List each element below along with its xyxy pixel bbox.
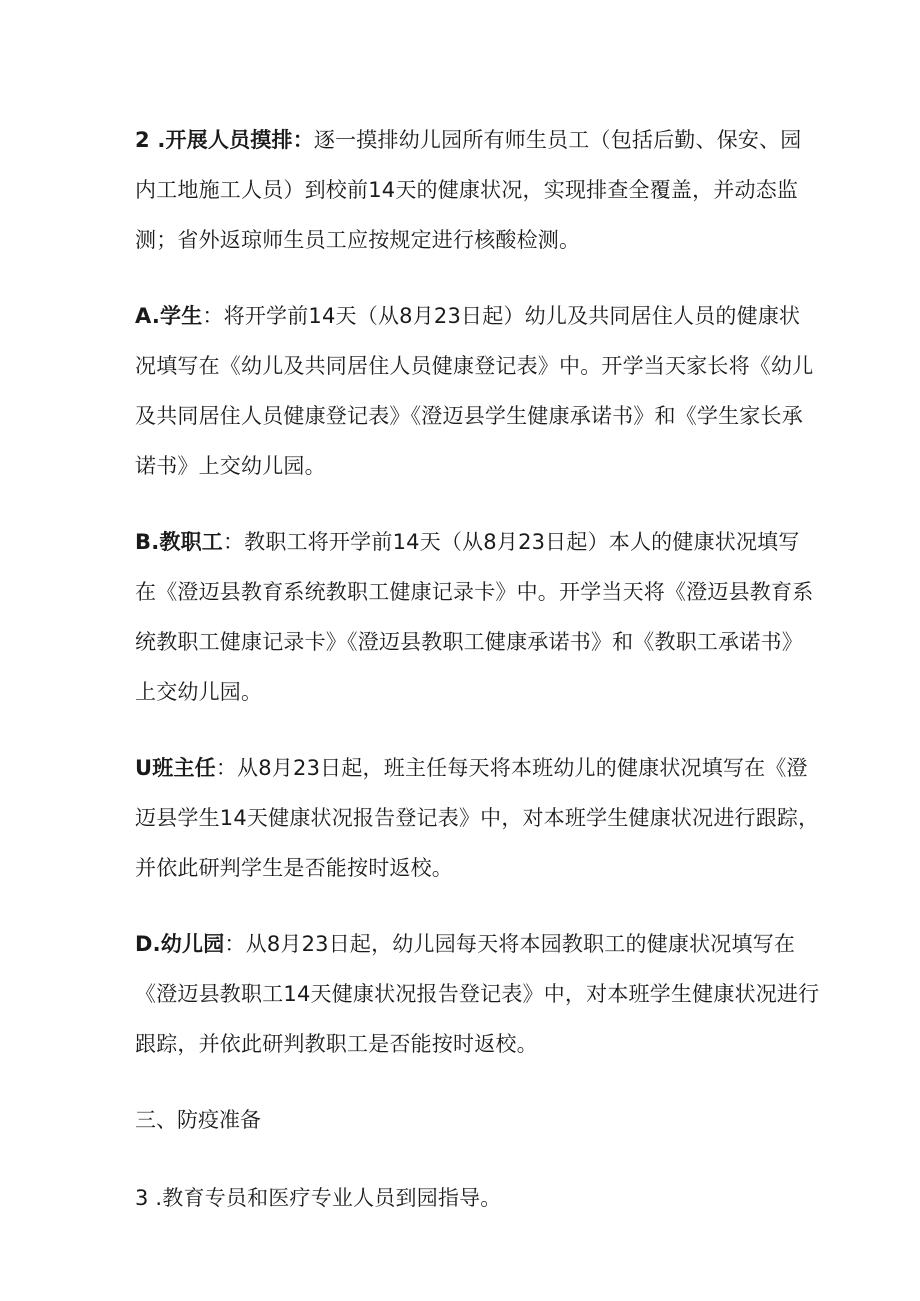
paragraph-body: 逐一摸排幼儿园所有师生员工（包括后勤、保安、园内工地施工人员）到校前14天的健康状况，实现排查全覆盖，并动态监测；省外返琼师生员工应按规定进行核酸检测。 — [135, 128, 802, 252]
paragraph-lead: D.幼儿园 — [135, 932, 225, 956]
paragraph-students — [135, 291, 820, 491]
paragraph-kindergarten — [135, 919, 820, 1069]
paragraph-body: ：从8月23日起，班主任每天将本班幼儿的健康状况填写在《澄迈县学生14天健康状况报告登记表》中，对本班学生健康状况进行跟踪，并依此研判学生是否能按时返校。 — [135, 756, 820, 880]
paragraph-guidance: 3 .教育专员和医疗专业人员到园指导。 — [135, 1186, 502, 1210]
paragraph-lead: U班主任 — [135, 756, 216, 780]
paragraph-lead: 2 .开展人员摸排： — [135, 128, 314, 152]
paragraph-lead: B.教职工 — [135, 530, 223, 554]
paragraph-lead: A.学生 — [135, 304, 203, 328]
section-heading-prevention: 三、防疫准备 — [135, 1108, 261, 1132]
paragraph-staff-screening — [135, 115, 820, 265]
paragraph-body: ：教职工将开学前14天（从8月23日起）本人的健康状况填写在《澄迈县教育系统教职工健康记录卡》中。开学当天将《澄迈县教育系统教职工健康记录卡》《澄迈县教职工健康承诺书》和《教职工承诺书》上交幼儿园。 — [135, 530, 814, 704]
paragraph-teachers — [135, 517, 820, 717]
paragraph-class-teacher — [135, 743, 820, 893]
paragraph-body: ：将开学前14天（从8月23日起）幼儿及共同居住人员的健康状况填写在《幼儿及共同居住人员健康登记表》中。开学当天家长将《幼儿及共同居住人员健康登记表》《澄迈县学生健康承诺书》和《学生家长承诺书》上交幼儿园。 — [135, 304, 814, 478]
paragraph-body: ：从8月23日起，幼儿园每天将本园教职工的健康状况填写在《澄迈县教职工14天健康状况报告登记表》中，对本班学生健康状况进行跟踪，并依此研判教职工是否能按时返校。 — [135, 932, 820, 1056]
